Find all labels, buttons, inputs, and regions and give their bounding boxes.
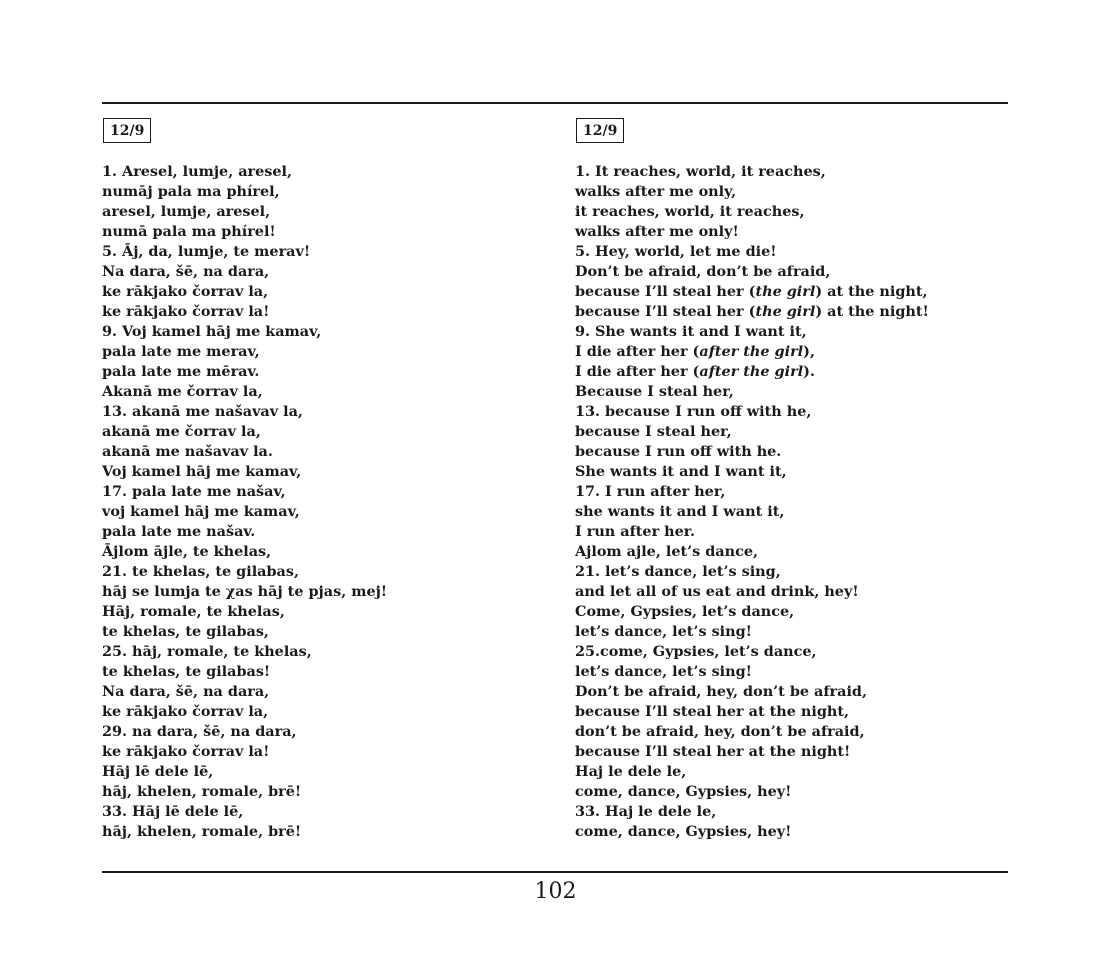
lyric-line: numāj pala ma phírel, — [102, 183, 280, 200]
lyric-line — [575, 582, 1005, 602]
lyric-line — [575, 522, 1005, 542]
lyric-line: 9. Voj kamel hāj me kamav, — [102, 323, 322, 340]
lyric-text: Because I steal her, — [575, 383, 734, 400]
lyric-text: 33. Haj le dele le, — [575, 803, 717, 820]
lyric-line: 33. Hāj lē dele lē, — [102, 803, 244, 820]
lyric-line — [575, 442, 1005, 462]
lyric-text: let’s dance, let’s sing! — [575, 663, 752, 680]
lyric-line — [575, 822, 1005, 842]
lyric-line: 17. pala late me našav, — [102, 483, 286, 500]
lyric-line: hāj, khelen, romale, brē! — [102, 783, 302, 800]
lyric-line: 13. akanā me našavav la, — [102, 403, 303, 420]
lyric-line — [575, 782, 1005, 802]
lyric-line: 29. na dara, šē, na dara, — [102, 723, 297, 740]
lyric-line — [575, 562, 1005, 582]
lyric-line — [575, 682, 1005, 702]
lyric-text: ) at the night! — [815, 303, 929, 320]
lyric-line: Ājlom ājle, te khelas, — [102, 543, 272, 560]
lyric-text: Haj le dele le, — [575, 763, 687, 780]
lyric-emphasis: the girl — [755, 283, 816, 300]
lyric-line: aresel, lumje, aresel, — [102, 203, 271, 220]
lyric-emphasis: after the girl — [699, 343, 804, 360]
lyric-text: 5. Hey, world, let me die! — [575, 243, 777, 260]
lyric-text: she wants it and I want it, — [575, 503, 785, 520]
lyric-text: walks after me only! — [575, 223, 739, 240]
lyric-text: because I’ll steal her ( — [575, 283, 756, 300]
lyric-line — [575, 622, 1005, 642]
lyric-line — [575, 382, 1005, 402]
lyric-text: let’s dance, let’s sing! — [575, 623, 752, 640]
lyric-text: come, dance, Gypsies, hey! — [575, 783, 792, 800]
lyric-line: pala late me mērav. — [102, 363, 260, 380]
lyric-line: 5. Āj, da, lumje, te merav! — [102, 243, 311, 260]
lyric-line — [575, 282, 1005, 302]
lyric-line — [575, 702, 1005, 722]
lyric-text: I die after her ( — [575, 343, 700, 360]
lyric-text: because I’ll steal her at the night, — [575, 703, 850, 720]
lyric-text: because I steal her, — [575, 423, 732, 440]
lyric-text: ), — [803, 343, 815, 360]
lyric-line — [575, 322, 1005, 342]
lyric-line: Na dara, šē, na dara, — [102, 263, 270, 280]
lyric-text: and let all of us eat and drink, hey! — [575, 583, 859, 600]
lyric-line — [575, 602, 1005, 622]
lyric-line — [575, 462, 1005, 482]
lyric-line: akanā me čorrav la, — [102, 423, 261, 440]
lyric-text: 1. It reaches, world, it reaches, — [575, 163, 826, 180]
lyric-line: ke rākjako čorrav la, — [102, 703, 269, 720]
lyric-text: I run after her. — [575, 523, 696, 540]
lyric-line: Akanā me čorrav la, — [102, 383, 263, 400]
lyric-line — [575, 342, 1005, 362]
lyric-text: ). — [803, 363, 815, 380]
lyric-line — [575, 222, 1005, 242]
lyric-text: come, dance, Gypsies, hey! — [575, 823, 792, 840]
lyric-text: because I’ll steal her ( — [575, 303, 756, 320]
lyric-text: ) at the night, — [815, 283, 928, 300]
lyric-text: 25.come, Gypsies, let’s dance, — [575, 643, 817, 660]
lyric-text: Don’t be afraid, don’t be afraid, — [575, 263, 831, 280]
lyric-text: walks after me only, — [575, 183, 737, 200]
lyric-line: te khelas, te gilabas, — [102, 623, 269, 640]
lyric-line: 25. hāj, romale, te khelas, — [102, 643, 312, 660]
lyric-line: Hāj, romale, te khelas, — [102, 603, 285, 620]
lyric-text: Come, Gypsies, let’s dance, — [575, 603, 795, 620]
lyric-text: don’t be afraid, hey, don’t be afraid, — [575, 723, 865, 740]
lyric-line: ke rākjako čorrav la! — [102, 303, 270, 320]
lyric-text: Don’t be afraid, hey, don’t be afraid, — [575, 683, 868, 700]
lyric-line: ke rākjako čorrav la! — [102, 743, 270, 760]
lyric-text: because I run off with he. — [575, 443, 782, 460]
lyric-line — [575, 762, 1005, 782]
lyric-line: hāj, khelen, romale, brē! — [102, 823, 302, 840]
lyric-text: it reaches, world, it reaches, — [575, 203, 805, 220]
lyric-text: 21. let’s dance, let’s sing, — [575, 563, 781, 580]
lyric-text: Ajlom ajle, let’s dance, — [575, 543, 759, 560]
lyric-line — [575, 202, 1005, 222]
lyric-text: 17. I run after her, — [575, 483, 726, 500]
original-lyrics — [102, 162, 542, 842]
lyric-line — [575, 302, 1005, 322]
lyric-line — [575, 642, 1005, 662]
translated-lyrics — [575, 162, 1005, 842]
lyric-line — [575, 402, 1005, 422]
lyric-line: pala late me našav. — [102, 523, 256, 540]
lyric-line — [575, 662, 1005, 682]
translation-column — [575, 118, 1005, 842]
lyric-line — [575, 482, 1005, 502]
lyric-text: She wants it and I want it, — [575, 463, 787, 480]
lyric-emphasis: after the girl — [699, 363, 804, 380]
lyric-line — [575, 502, 1005, 522]
lyric-line: numā pala ma phírel! — [102, 223, 276, 240]
lyric-line — [575, 162, 1005, 182]
song-number-box: 12/9 — [103, 118, 151, 143]
lyric-text: 9. She wants it and I want it, — [575, 323, 807, 340]
lyric-line — [575, 262, 1005, 282]
lyric-text: because I’ll steal her at the night! — [575, 743, 851, 760]
lyric-line — [575, 182, 1005, 202]
lyric-text: I die after her ( — [575, 363, 700, 380]
page-number: 102 — [534, 879, 577, 904]
lyric-line — [575, 422, 1005, 442]
lyric-emphasis: the girl — [755, 303, 816, 320]
lyric-line: ke rākjako čorrav la, — [102, 283, 269, 300]
lyric-line: Voj kamel hāj me kamav, — [102, 463, 302, 480]
lyric-line: 21. te khelas, te gilabas, — [102, 563, 299, 580]
top-rule — [102, 102, 1008, 104]
lyric-line — [575, 362, 1005, 382]
lyric-line — [575, 742, 1005, 762]
lyric-text: 13. because I run off with he, — [575, 403, 812, 420]
lyric-line — [575, 722, 1005, 742]
song-number-box: 12/9 — [576, 118, 624, 143]
lyric-line: hāj se lumja te χas hāj te pjas, mej! — [102, 583, 388, 600]
lyric-line: Na dara, šē, na dara, — [102, 683, 270, 700]
lyric-line: akanā me našavav la. — [102, 443, 273, 460]
lyric-line: 1. Aresel, lumje, aresel, — [102, 163, 293, 180]
original-text-column — [102, 118, 542, 842]
lyric-line: voj kamel hāj me kamav, — [102, 503, 300, 520]
lyric-line: Hāj lē dele lē, — [102, 763, 214, 780]
lyric-line — [575, 542, 1005, 562]
lyric-line — [575, 242, 1005, 262]
lyric-line — [575, 802, 1005, 822]
lyric-line: pala late me merav, — [102, 343, 260, 360]
lyric-line: te khelas, te gilabas! — [102, 663, 271, 680]
bottom-rule — [102, 871, 1008, 873]
